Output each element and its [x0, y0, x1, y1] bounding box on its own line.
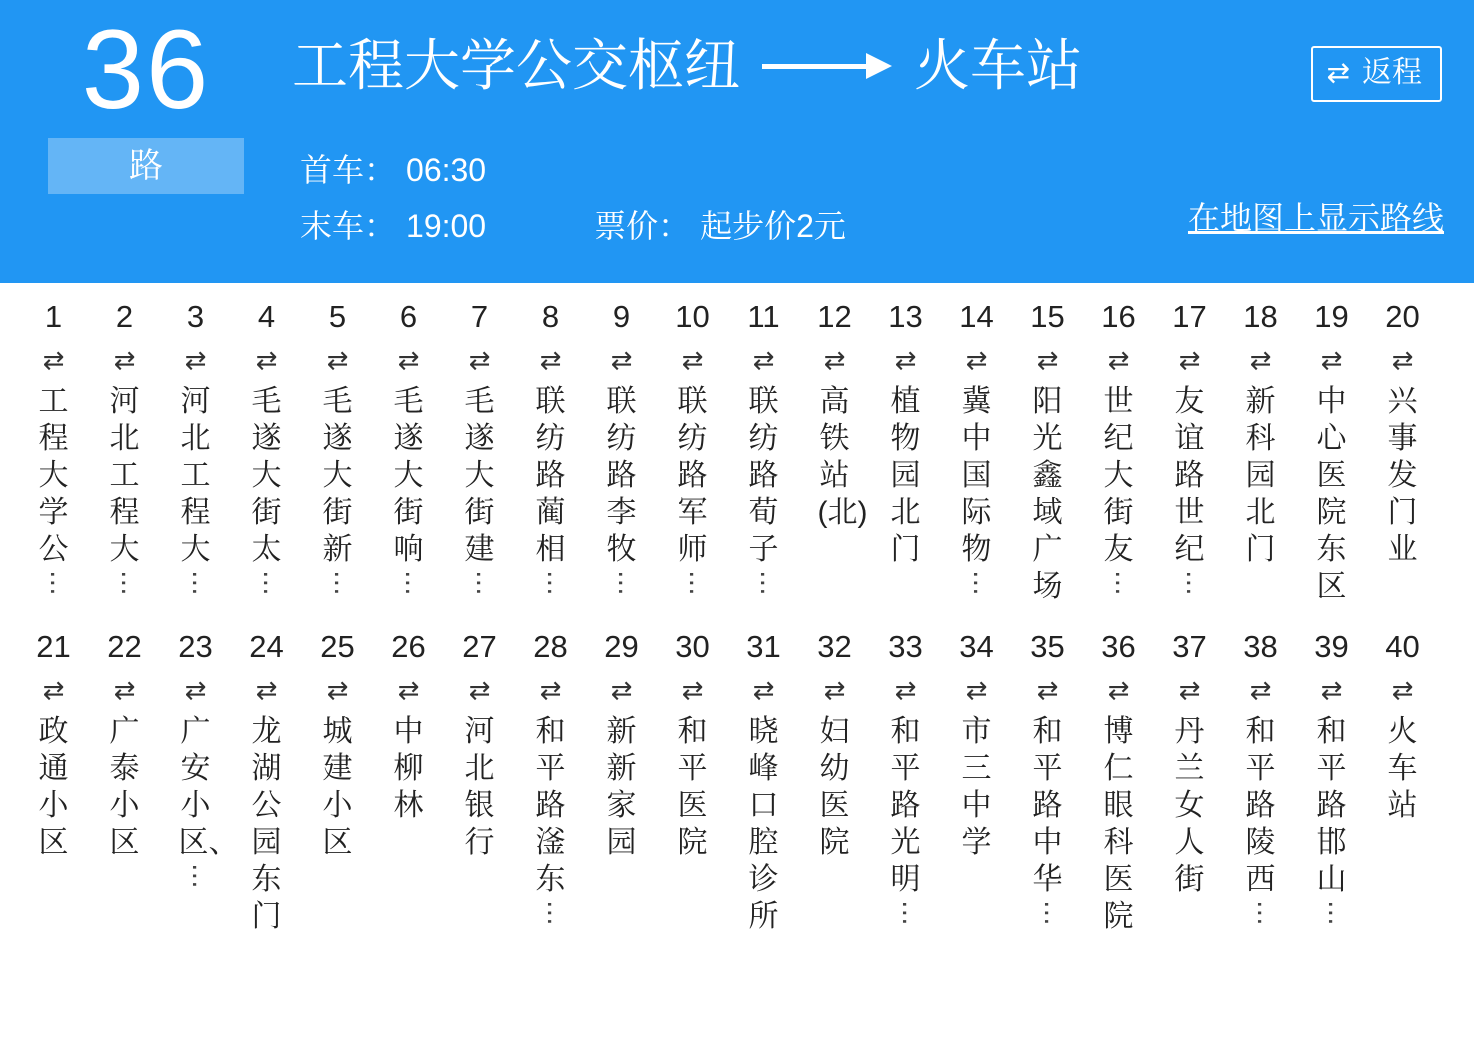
stop-name: 和平路光明: [890, 715, 921, 896]
stop-item[interactable]: [941, 627, 1012, 861]
return-button-label: 返程: [1362, 56, 1422, 89]
first-bus-time: 06:30: [406, 152, 487, 188]
two-way-arrows-icon: ⇄: [468, 675, 491, 705]
stops-area: [0, 283, 1474, 935]
stop-name: 龙湖公园东门: [251, 715, 282, 933]
stop-name: 和平路陵西: [1245, 715, 1276, 896]
stop-index: 30: [675, 629, 710, 664]
last-bus-row: [300, 198, 846, 254]
vertical-ellipsis-icon: ⋯: [748, 570, 779, 596]
vertical-ellipsis-icon: ⋯: [535, 900, 566, 926]
stop-name: 兴事发门业: [1387, 385, 1418, 566]
vertical-ellipsis-icon: ⋯: [535, 570, 566, 596]
vertical-ellipsis-icon: ⋯: [606, 570, 637, 596]
stop-index: 39: [1314, 629, 1349, 664]
stop-name: 友谊路世纪: [1174, 385, 1205, 566]
stop-row-second: [18, 627, 1456, 935]
stop-index: 29: [604, 629, 639, 664]
vertical-ellipsis-icon: ⋯: [1032, 900, 1063, 926]
vertical-ellipsis-icon: ⋯: [393, 570, 424, 596]
two-way-arrows-icon: ⇄: [823, 345, 846, 375]
stop-item[interactable]: [444, 627, 515, 861]
stop-index: 21: [36, 629, 71, 664]
two-way-arrows-icon: ⇄: [255, 345, 278, 375]
stop-item[interactable]: [870, 627, 941, 926]
stop-item[interactable]: [728, 627, 799, 935]
stop-index: 11: [747, 299, 780, 334]
stop-index: 37: [1172, 629, 1207, 664]
two-way-arrows-icon: ⇄: [1249, 675, 1272, 705]
two-way-arrows-icon: ⇄: [539, 675, 562, 705]
fare-label: 票价：: [594, 208, 691, 244]
stop-index: 13: [888, 299, 923, 334]
vertical-ellipsis-icon: ⋯: [1316, 900, 1347, 926]
two-way-arrows-icon: ⇄: [1036, 345, 1059, 375]
two-way-arrows-icon: ⇄: [1036, 675, 1059, 705]
two-way-arrows-icon: ⇄: [113, 345, 136, 375]
stop-index: 20: [1385, 299, 1420, 334]
two-way-arrows-icon: ⇄: [539, 345, 562, 375]
stop-name: 妇幼医院: [819, 715, 850, 859]
route-header: [0, 0, 1474, 283]
stop-index: 34: [959, 629, 994, 664]
two-way-arrows-icon: ⇄: [610, 675, 633, 705]
stop-item[interactable]: [1367, 627, 1438, 824]
stop-name: 河北银行: [464, 715, 495, 859]
two-way-arrows-icon: ⇄: [965, 345, 988, 375]
stop-name: 博仁眼科医院: [1103, 715, 1134, 933]
vertical-ellipsis-icon: ⋯: [961, 570, 992, 596]
stop-name: 新新家园: [606, 715, 637, 859]
stop-index: 28: [533, 629, 568, 664]
stop-name: 联纺路军师: [677, 385, 708, 566]
stop-name: 高铁站(北): [817, 385, 868, 529]
show-route-on-map-link[interactable]: 在地图上显示路线: [1187, 200, 1444, 236]
two-way-arrows-icon: ⇄: [1178, 675, 1201, 705]
stop-index: 4: [257, 299, 276, 334]
vertical-ellipsis-icon: ⋯: [251, 570, 282, 596]
stop-index: 18: [1243, 299, 1278, 334]
stop-item[interactable]: [302, 627, 373, 861]
stop-index: 6: [399, 299, 418, 334]
two-way-arrows-icon: ⇄: [1249, 345, 1272, 375]
stop-name: 和平路滏东: [535, 715, 566, 896]
two-way-arrows-icon: ⇄: [681, 675, 704, 705]
vertical-ellipsis-icon: ⋯: [1245, 900, 1276, 926]
stop-item[interactable]: [870, 297, 941, 568]
route-number: 36: [81, 7, 211, 132]
two-way-arrows-icon: ⇄: [42, 345, 65, 375]
stop-index: 16: [1101, 299, 1136, 334]
vertical-ellipsis-icon: ⋯: [677, 570, 708, 596]
stop-name: 广泰小区: [109, 715, 140, 859]
two-way-arrows-icon: ⇄: [610, 345, 633, 375]
stop-index: 1: [44, 299, 63, 334]
stop-index: 14: [959, 299, 994, 334]
two-way-arrows-icon: ⇄: [255, 675, 278, 705]
stop-item[interactable]: [1012, 627, 1083, 926]
route-origin: 工程大学公交枢纽: [292, 34, 740, 97]
vertical-ellipsis-icon: ⋯: [1174, 570, 1205, 596]
route-destination: 火车站: [914, 34, 1082, 97]
stop-index: 10: [675, 299, 710, 334]
two-way-arrows-icon: ⇄: [823, 675, 846, 705]
stop-item[interactable]: [586, 297, 657, 596]
stop-name: 市三中学: [961, 715, 992, 859]
stop-name: 城建小区: [322, 715, 353, 859]
stop-item[interactable]: [444, 297, 515, 596]
two-way-arrows-icon: ⇄: [752, 675, 775, 705]
two-way-arrows-icon: ⇄: [752, 345, 775, 375]
two-way-arrows-icon: ⇄: [1391, 345, 1414, 375]
stop-index: 2: [115, 299, 134, 334]
stop-item[interactable]: [586, 627, 657, 861]
two-way-arrows-icon: ⇄: [1107, 675, 1130, 705]
stop-item[interactable]: [18, 297, 89, 596]
vertical-ellipsis-icon: ⋯: [180, 570, 211, 596]
stop-item[interactable]: [160, 627, 239, 889]
two-way-arrows-icon: ⇄: [965, 675, 988, 705]
stop-item[interactable]: [799, 627, 870, 861]
stop-name: 和平路中华: [1032, 715, 1063, 896]
stop-index: 26: [391, 629, 426, 664]
two-way-arrows-icon: ⇄: [326, 345, 349, 375]
stop-index: 35: [1030, 629, 1065, 664]
stop-name: 工程大学公: [38, 385, 69, 566]
stop-item[interactable]: [231, 297, 302, 596]
stop-item[interactable]: [89, 297, 160, 596]
stop-name: 毛遂大街响: [393, 385, 424, 566]
stop-item[interactable]: [18, 627, 89, 861]
stop-item[interactable]: [1296, 297, 1367, 605]
two-way-arrows-icon: ⇄: [113, 675, 136, 705]
stop-name: 河北工程大: [109, 385, 140, 566]
stop-name: 联纺路李牧: [606, 385, 637, 566]
stop-item[interactable]: [160, 297, 231, 596]
stop-name: 火车站: [1387, 715, 1418, 822]
stop-index: 12: [817, 299, 852, 334]
stop-item[interactable]: [373, 627, 444, 824]
stop-name: 广安小区、: [178, 715, 239, 859]
stop-index: 15: [1030, 299, 1065, 334]
stop-name: 冀中国际物: [961, 385, 992, 566]
swap-direction-icon: ⇄: [1326, 57, 1350, 88]
stop-index: 9: [612, 299, 631, 334]
vertical-ellipsis-icon: ⋯: [890, 900, 921, 926]
first-bus-row: [300, 142, 846, 198]
stop-item[interactable]: [657, 297, 728, 596]
stop-name: 河北工程大: [180, 385, 211, 566]
two-way-arrows-icon: ⇄: [894, 345, 917, 375]
last-bus-label: 末车：: [300, 208, 397, 244]
vertical-ellipsis-icon: ⋯: [109, 570, 140, 596]
stop-item[interactable]: [1367, 297, 1438, 568]
stop-item[interactable]: [1154, 627, 1225, 898]
stop-item[interactable]: [799, 297, 870, 531]
stop-item[interactable]: [941, 297, 1012, 596]
stop-name: 联纺路荀子: [748, 385, 779, 566]
stop-name: 毛遂大街建: [464, 385, 495, 566]
stop-index: 36: [1101, 629, 1136, 664]
route-badge: [48, 7, 244, 194]
first-bus-label: 首车：: [300, 152, 397, 188]
stop-index: 22: [107, 629, 142, 664]
stop-index: 24: [249, 629, 284, 664]
stop-name: 中心医院东区: [1316, 385, 1347, 603]
stop-item[interactable]: [1225, 627, 1296, 926]
vertical-ellipsis-icon: ⋯: [464, 570, 495, 596]
last-bus-time: 19:00: [406, 208, 487, 244]
stop-name: 政通小区: [38, 715, 69, 859]
two-way-arrows-icon: ⇄: [1178, 345, 1201, 375]
vertical-ellipsis-icon: ⋯: [180, 863, 211, 889]
two-way-arrows-icon: ⇄: [894, 675, 917, 705]
stop-item[interactable]: [1083, 627, 1154, 935]
stop-item[interactable]: [1083, 297, 1154, 596]
stop-index: 32: [817, 629, 852, 664]
fare-value: 起步价2元: [700, 208, 846, 244]
stop-index: 40: [1385, 629, 1420, 664]
stop-name: 毛遂大街太: [251, 385, 282, 566]
two-way-arrows-icon: ⇄: [681, 345, 704, 375]
stop-index: 38: [1243, 629, 1278, 664]
two-way-arrows-icon: ⇄: [1391, 675, 1414, 705]
route-suffix: 路: [48, 138, 244, 194]
vertical-ellipsis-icon: ⋯: [38, 570, 69, 596]
stop-name: 和平路邯山: [1316, 715, 1347, 896]
stop-index: 31: [746, 629, 781, 664]
stop-name: 中柳林: [393, 715, 424, 822]
stop-item[interactable]: [89, 627, 160, 861]
two-way-arrows-icon: ⇄: [468, 345, 491, 375]
stop-index: 8: [541, 299, 560, 334]
stop-index: 23: [178, 629, 213, 664]
stop-name: 丹兰女人街: [1174, 715, 1205, 896]
stop-name: 和平医院: [677, 715, 708, 859]
stop-item[interactable]: [1012, 297, 1083, 605]
two-way-arrows-icon: ⇄: [1320, 675, 1343, 705]
two-way-arrows-icon: ⇄: [326, 675, 349, 705]
two-way-arrows-icon: ⇄: [42, 675, 65, 705]
stop-name: 阳光鑫域广场: [1032, 385, 1063, 603]
two-way-arrows-icon: ⇄: [397, 345, 420, 375]
stop-item[interactable]: [515, 297, 586, 596]
stop-index: 33: [888, 629, 923, 664]
stop-index: 7: [470, 299, 489, 334]
stop-index: 17: [1172, 299, 1207, 334]
two-way-arrows-icon: ⇄: [1320, 345, 1343, 375]
stop-item[interactable]: [728, 297, 799, 596]
stop-item[interactable]: [302, 297, 373, 596]
stop-item[interactable]: [1225, 297, 1296, 568]
stop-item[interactable]: [515, 627, 586, 926]
stop-name: 毛遂大街新: [322, 385, 353, 566]
stop-index: 25: [320, 629, 355, 664]
right-arrow-icon: [762, 62, 892, 70]
two-way-arrows-icon: ⇄: [1107, 345, 1130, 375]
stop-index: 5: [328, 299, 347, 334]
stop-name: 植物园北门: [890, 385, 921, 566]
two-way-arrows-icon: ⇄: [184, 345, 207, 375]
return-direction-button[interactable]: [1311, 46, 1442, 102]
vertical-ellipsis-icon: ⋯: [1103, 570, 1134, 596]
vertical-ellipsis-icon: ⋯: [322, 570, 353, 596]
stop-item[interactable]: [1296, 627, 1367, 926]
stop-item[interactable]: [1154, 297, 1225, 596]
two-way-arrows-icon: ⇄: [184, 675, 207, 705]
stop-index: 3: [186, 299, 205, 334]
route-schedule: [300, 142, 846, 254]
stop-index: 27: [462, 629, 497, 664]
two-way-arrows-icon: ⇄: [397, 675, 420, 705]
stop-item[interactable]: [657, 627, 728, 861]
stop-name: 新科园北门: [1245, 385, 1276, 566]
stop-name: 世纪大街友: [1103, 385, 1134, 566]
stop-name: 联纺路蔺相: [535, 385, 566, 566]
stop-index: 19: [1314, 299, 1349, 334]
stop-row-first: [18, 297, 1456, 605]
stop-item[interactable]: [373, 297, 444, 596]
route-title: [292, 34, 1082, 98]
stop-item[interactable]: [231, 627, 302, 935]
stop-name: 晓峰口腔诊所: [748, 715, 779, 933]
